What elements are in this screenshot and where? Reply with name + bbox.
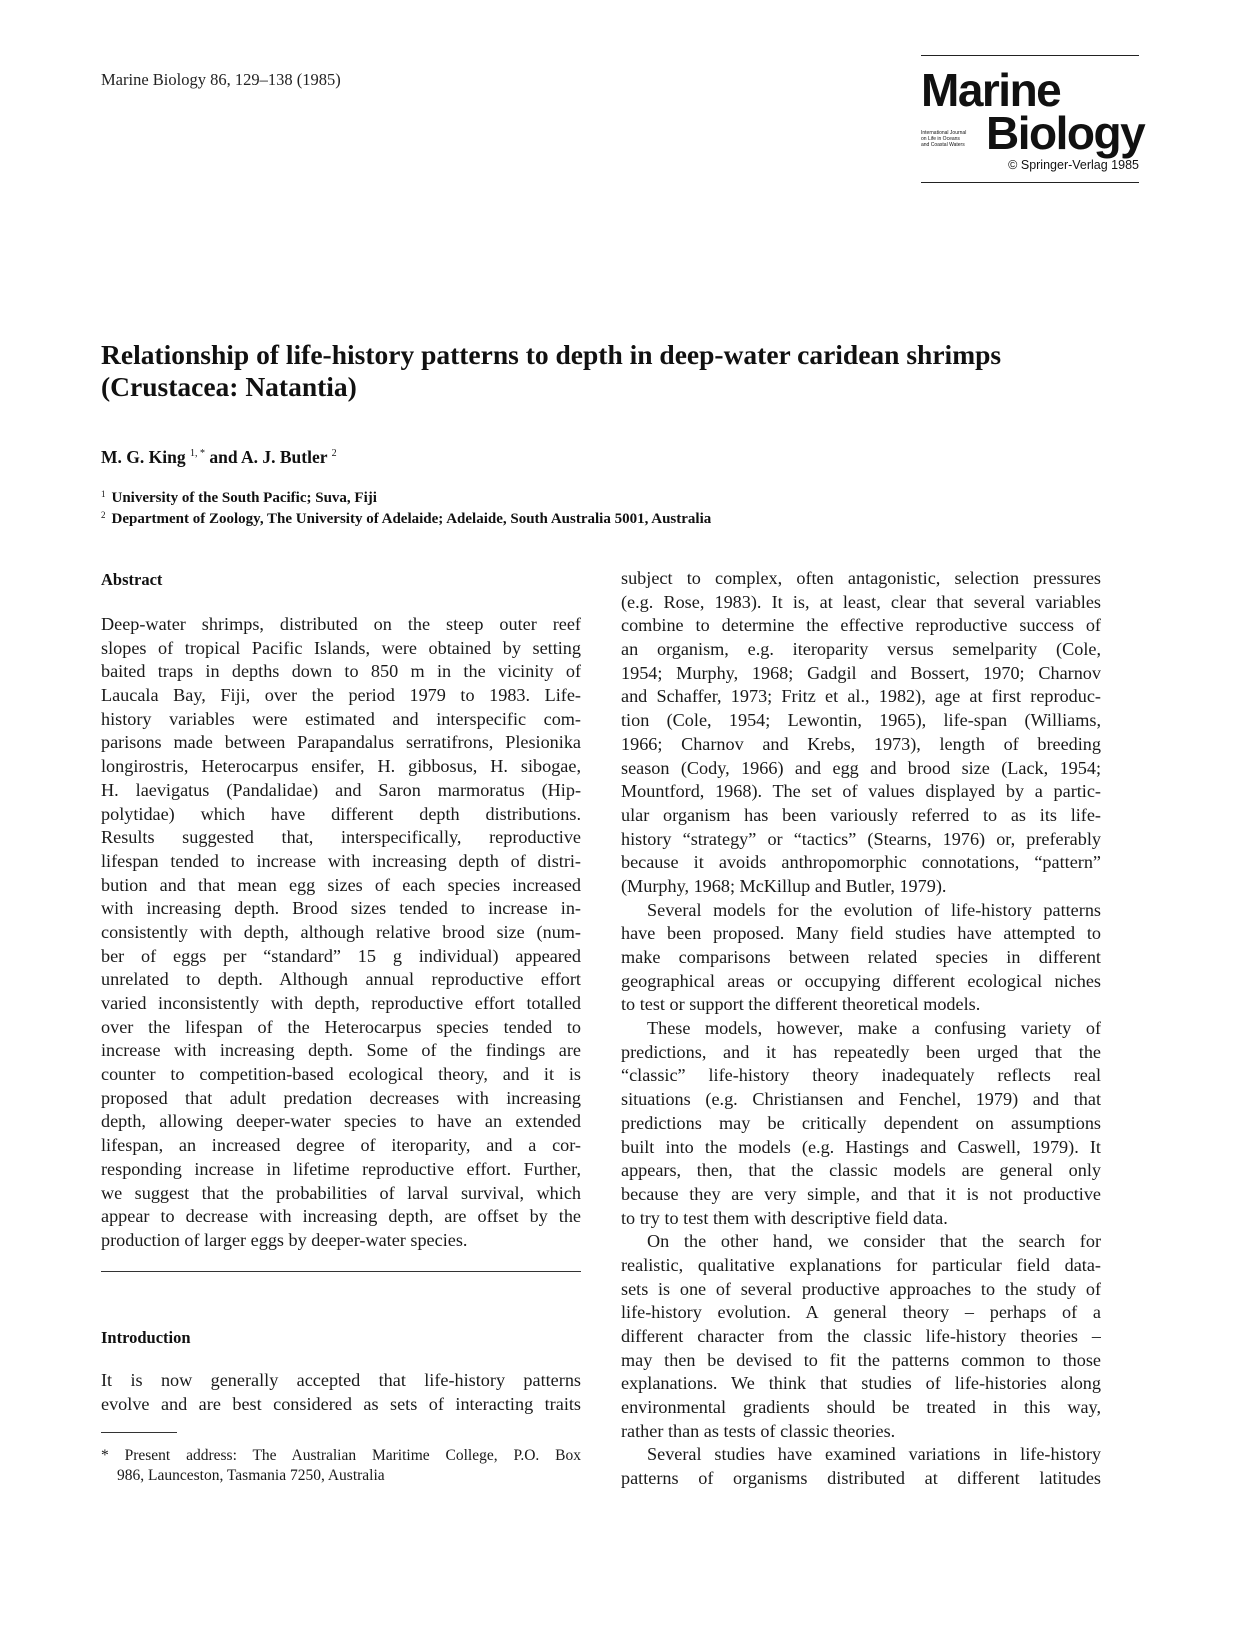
right-column-body — [621, 567, 1101, 1491]
text-line: different character from the classic life-history theories – — [621, 1326, 1101, 1346]
text-line: These models, however, make a confusing variety of — [647, 1018, 1101, 1039]
text-line: evolve and are best considered as sets of interacting traits — [101, 1393, 581, 1414]
author-name: M. G. King — [101, 447, 186, 467]
affiliation-1: $^1$ University of the South Pacific; Suva, Fiji — [101, 489, 377, 506]
text-line: make comparisons between related species in different — [621, 947, 1101, 967]
text-line: explanations. We think that studies of life-histories along — [621, 1373, 1101, 1394]
text-line: increase with increasing depth. Some of the findings are — [101, 1040, 581, 1061]
text-line: environmental gradients should be treated in this way, — [621, 1397, 1101, 1418]
text-line: appears, then, that the classic models are general only — [621, 1160, 1101, 1181]
text-line: parisons made between Parapandalus serratifrons, Plesionika — [101, 732, 581, 753]
text-line: H. laevigatus (Pandalidae) and Saron marmoratus (Hip- — [101, 779, 581, 800]
footnote-divider — [101, 1432, 177, 1433]
text-line: over the lifespan of the Heterocarpus species tended to — [101, 1016, 581, 1037]
text-line: “classic” life-history theory inadequately reflects real — [621, 1065, 1101, 1086]
text-line: rather than as tests of classic theories. — [621, 1420, 896, 1441]
text-line: longirostris, Heterocarpus ensifer, H. gibbosus, H. sibogae, — [101, 756, 581, 777]
text-line: Several models for the evolution of life-history patterns — [647, 899, 1101, 920]
text-line: patterns of organisms distributed at different latitudes — [621, 1468, 1101, 1489]
text-line: history variables were estimated and interspecific com- — [101, 708, 581, 729]
text-line: slopes of tropical Pacific Islands, were obtained by setting — [101, 637, 581, 658]
logo-word-marine: Marine — [921, 64, 1061, 116]
text-line: situations (e.g. Christiansen and Fenchel, 1979) and that — [621, 1089, 1101, 1110]
text-line: 1954; Murphy, 1968; Gadgil and Bossert, 1970; Charnov — [621, 662, 1101, 683]
journal-citation: Marine Biology 86, 129–138 (1985) — [101, 70, 341, 89]
text-line: tion (Cole, 1954; Lewontin, 1965), life-span (Williams, — [621, 710, 1101, 731]
abstract-divider — [101, 1271, 581, 1272]
text-line: proposed that adult predation decreases with increasing — [101, 1087, 581, 1108]
article-title: Relationship of life-history patterns to depth in deep-water caridean shrimps (Crustacea: Natantia) — [101, 339, 1002, 402]
footnote — [101, 1446, 581, 1486]
text-line: baited traps in depths down to 850 m in the vicinity of — [101, 661, 581, 682]
footnote-line: * Present address: The Australian Maritime College, P.O. Box — [101, 1447, 581, 1464]
text-line: lifespan tended to increase with increasing depth of distri- — [101, 850, 581, 871]
logo-rule-bottom — [921, 182, 1139, 183]
text-line: production of larger eggs by deeper-water species. — [101, 1229, 468, 1250]
text-line: Deep-water shrimps, distributed on the steep outer reef — [101, 614, 581, 634]
introduction-heading: Introduction — [101, 1328, 191, 1347]
text-line: combine to determine the effective reproductive success of — [621, 615, 1101, 636]
text-line: On the other hand, we consider that the search for — [647, 1231, 1101, 1252]
text-line: responding increase in lifetime reproductive effort. Further, — [101, 1158, 581, 1179]
logo-rule-top — [921, 55, 1139, 56]
text-line: Mountford, 1968). The set of values displayed by a partic- — [621, 781, 1101, 802]
text-line: It is now generally accepted that life-history patterns — [101, 1370, 581, 1390]
text-line: (e.g. Rose, 1983). It is, at least, clear that several variables — [621, 591, 1101, 612]
logo-tagline: International Journal on Life in Oceans and Coastal Waters — [921, 130, 967, 148]
author-line: M. G. King $^{1, *}$ and A. J. Butler $^2$ — [101, 447, 337, 467]
text-line: have been proposed. Many field studies have attempted to — [621, 923, 1101, 944]
text-line: realistic, qualitative explanations for particular field data- — [621, 1254, 1101, 1275]
text-line: and Schaffer, 1973; Fritz et al., 1982), age at first reproduc- — [621, 686, 1101, 707]
text-line: life-history evolution. A general theory – perhaps of a — [621, 1302, 1101, 1323]
journal-logo — [921, 55, 1145, 185]
text-line: 1966; Charnov and Krebs, 1973), length of breeding — [621, 733, 1101, 754]
author-name: A. J. Butler — [240, 447, 328, 467]
logo-word-biology: Biology — [986, 107, 1145, 159]
text-line: ber of eggs per “standard” 15 g individual) appeared — [101, 945, 581, 966]
text-line: an organism, e.g. iteroparity versus semelparity (Cole, — [621, 639, 1101, 660]
text-line: with increasing depth. Brood sizes tended to increase in- — [101, 898, 581, 919]
author-affiliation-marks: 1, * — [189, 448, 205, 459]
text-line: bution and that mean egg sizes of each species increased — [101, 874, 581, 895]
affiliation-2: $^2$ Department of Zoology, The University of Adelaide; Adelaide, South Australia 5001, Australia — [101, 510, 712, 527]
text-line: (Murphy, 1968; McKillup and Butler, 1979). — [621, 875, 947, 896]
text-line: lifespan, an increased degree of iteroparity, and a cor- — [101, 1135, 581, 1156]
introduction-body — [101, 1369, 581, 1416]
text-line: built into the models (e.g. Hastings and Caswell, 1979). It — [621, 1136, 1101, 1157]
text-line: appear to decrease with increasing depth, are offset by the — [101, 1206, 581, 1227]
text-line: geographical areas or occupying different ecological niches — [621, 970, 1101, 991]
text-line: may then be devised to fit the patterns common to those — [621, 1349, 1101, 1370]
text-line: Laucala Bay, Fiji, over the period 1979 to 1983. Life- — [101, 685, 581, 706]
text-line: ular organism has been variously referred to as its life- — [621, 804, 1101, 825]
text-line: depth, allowing deeper-water species to have an extended — [101, 1111, 581, 1132]
text-line: history “strategy” or “tactics” (Stearns, 1976) or, preferably — [621, 828, 1101, 849]
text-line: consistently with depth, although relative brood size (num- — [101, 921, 581, 942]
abstract-heading: Abstract — [101, 570, 163, 589]
copyright-notice: © Springer-Verlag 1985 — [1008, 158, 1139, 172]
text-line: Several studies have examined variations in life-history — [647, 1444, 1101, 1465]
text-line: Results suggested that, interspecifically, reproductive — [101, 827, 581, 848]
text-line: to test or support the different theoretical models. — [621, 994, 981, 1015]
text-line: sets is one of several productive approaches to the study of — [621, 1278, 1101, 1299]
text-line: season (Cody, 1966) and egg and brood size (Lack, 1954; — [621, 757, 1101, 778]
footnote-line: 986, Launceston, Tasmania 7250, Australia — [117, 1467, 385, 1484]
text-line: unrelated to depth. Although annual reproductive effort — [101, 969, 581, 990]
text-line: because they are very simple, and that it is not productive — [621, 1183, 1101, 1204]
text-line: polytidae) which have different depth distributions. — [101, 803, 581, 824]
text-line: subject to complex, often antagonistic, selection pressures — [621, 568, 1101, 588]
text-line: we suggest that the probabilities of larval survival, which — [101, 1182, 581, 1203]
text-line: predictions may be critically dependent on assumptions — [621, 1112, 1101, 1133]
text-line: to try to test them with descriptive field data. — [621, 1207, 948, 1228]
abstract-body — [101, 613, 581, 1253]
text-line: varied inconsistently with depth, reproductive effort totalled — [101, 993, 581, 1013]
text-line: counter to competition-based ecological theory, and it is — [101, 1064, 581, 1085]
author-affiliation-marks: 2 — [331, 448, 337, 459]
text-line: predictions, and it has repeatedly been urged that the — [621, 1041, 1101, 1062]
text-line: because it avoids anthropomorphic connotations, “pattern” — [621, 852, 1101, 873]
